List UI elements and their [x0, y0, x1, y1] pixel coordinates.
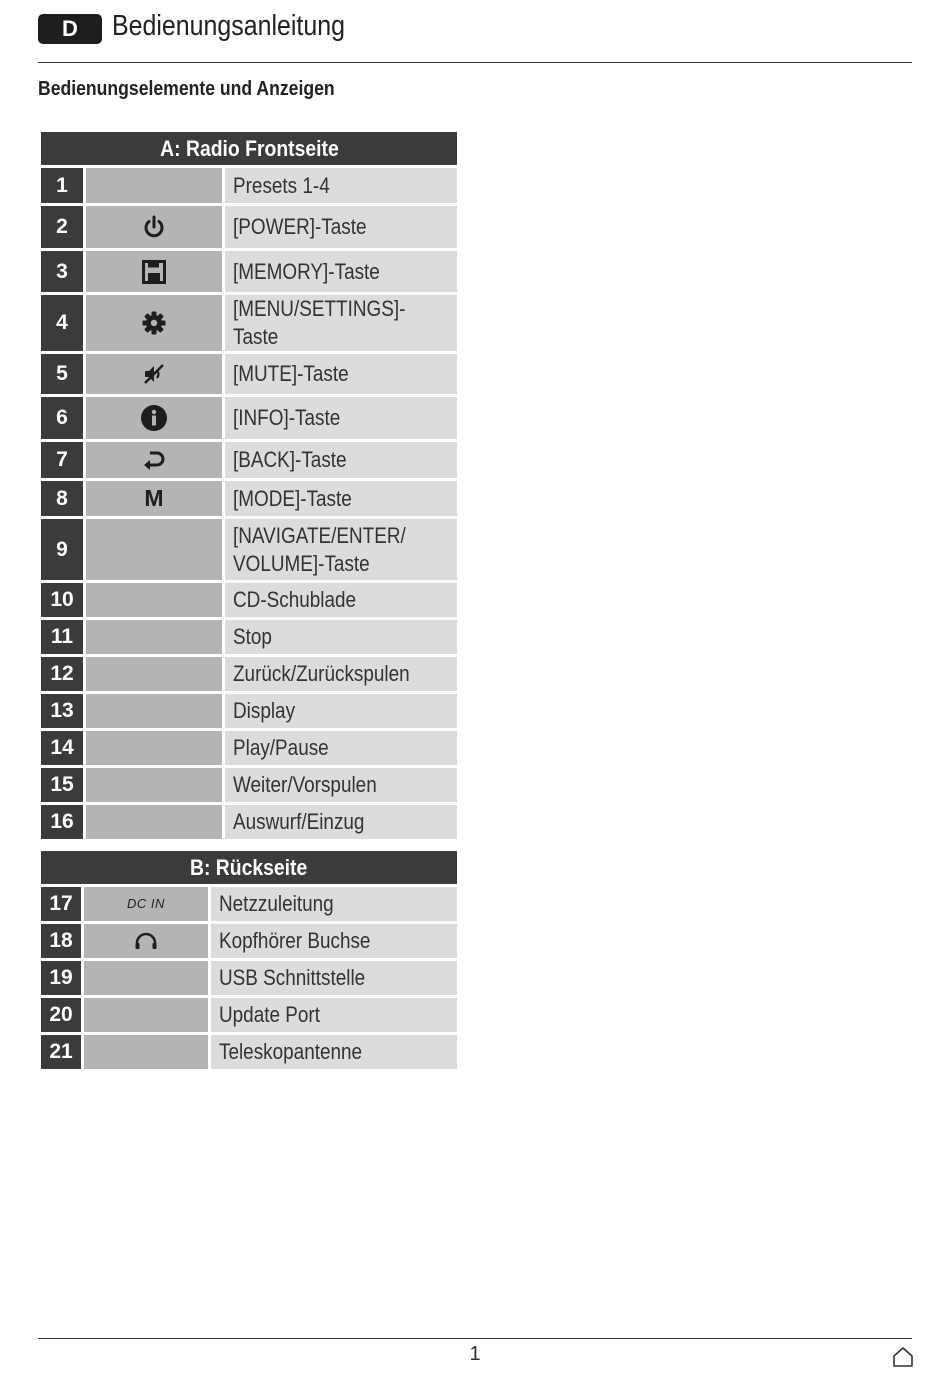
row-number: 17: [41, 887, 81, 921]
icon-cell: [84, 961, 208, 995]
row-label: USB Schnittstelle: [211, 961, 457, 995]
table-row: [41, 694, 457, 728]
row-label: Update Port: [211, 998, 457, 1032]
icon-cell: [86, 354, 222, 394]
save-icon: [141, 259, 167, 285]
table-row: [41, 168, 457, 203]
table-row: [41, 583, 457, 617]
table-title-back: B: Rückseite: [41, 851, 457, 884]
table-row: [41, 481, 457, 516]
row-number: 21: [41, 1035, 81, 1069]
row-label: Play/Pause: [225, 731, 457, 765]
row-label: [MENU/SETTINGS]-Taste: [225, 295, 457, 351]
icon-cell: [86, 481, 222, 516]
table-row: [41, 206, 457, 248]
row-label: Kopfhörer Buchse: [211, 924, 457, 958]
table-row: [41, 251, 457, 292]
row-number: 15: [41, 768, 83, 802]
icon-cell: [86, 168, 222, 203]
dc-in-label: DC IN: [127, 896, 165, 911]
row-label: Display: [225, 694, 457, 728]
table-title-front: A: Radio Frontseite: [41, 132, 457, 165]
row-number: 13: [41, 694, 83, 728]
row-number: 16: [41, 805, 83, 839]
back-controls-table: [38, 848, 460, 1072]
row-number: 14: [41, 731, 83, 765]
header-divider: [38, 62, 912, 63]
row-number: 12: [41, 657, 83, 691]
row-label: Zurück/Zurückspulen: [225, 657, 457, 691]
row-number: 11: [41, 620, 83, 654]
table-row: [41, 887, 457, 921]
icon-cell: [84, 924, 208, 958]
table-row: [41, 961, 457, 995]
icon-cell: [86, 397, 222, 439]
row-number: 5: [41, 354, 83, 394]
row-label: Auswurf/Einzug: [225, 805, 457, 839]
row-number: 4: [41, 295, 83, 351]
row-label: [INFO]-Taste: [225, 397, 457, 439]
row-number: 9: [41, 519, 83, 580]
headphones-icon: [133, 931, 159, 951]
table-row: [41, 519, 457, 580]
table-row: [41, 998, 457, 1032]
icon-cell: [86, 295, 222, 351]
icon-cell: [86, 731, 222, 765]
power-icon: [141, 214, 167, 240]
icon-cell: [86, 442, 222, 478]
row-label: [BACK]-Taste: [225, 442, 457, 478]
icon-cell: [84, 887, 208, 921]
table-row: [41, 295, 457, 351]
row-number: 8: [41, 481, 83, 516]
table-row: [41, 620, 457, 654]
row-number: 3: [41, 251, 83, 292]
section-heading: Bedienungselemente und Anzeigen: [38, 78, 335, 100]
table-row: [41, 768, 457, 802]
row-number: 19: [41, 961, 81, 995]
mode-icon: M: [144, 485, 164, 511]
icon-cell: [86, 805, 222, 839]
row-label: CD-Schublade: [225, 583, 457, 617]
page-number: 1: [469, 1343, 481, 1365]
icon-cell: [86, 620, 222, 654]
table-row: [41, 731, 457, 765]
row-label: [POWER]-Taste: [225, 206, 457, 248]
row-label: Weiter/Vorspulen: [225, 768, 457, 802]
row-number: 18: [41, 924, 81, 958]
icon-cell: [86, 206, 222, 248]
row-number: 20: [41, 998, 81, 1032]
info-icon: [140, 404, 168, 432]
table-row: [41, 805, 457, 839]
back-icon: [141, 449, 167, 471]
row-number: 10: [41, 583, 83, 617]
row-number: 7: [41, 442, 83, 478]
table-row: [41, 397, 457, 439]
front-controls-table: [38, 129, 460, 842]
table-row: [41, 442, 457, 478]
row-label: Netzzuleitung: [211, 887, 457, 921]
row-label: [NAVIGATE/ENTER/ VOLUME]-Taste: [225, 519, 457, 580]
home-icon[interactable]: [891, 1345, 915, 1369]
icon-cell: [86, 768, 222, 802]
document-title: Bedienungsanleitung: [112, 10, 345, 42]
table-row: [41, 1035, 457, 1069]
table-row: [41, 354, 457, 394]
icon-cell: [86, 583, 222, 617]
icon-cell: [84, 1035, 208, 1069]
row-number: 6: [41, 397, 83, 439]
icon-cell: [86, 519, 222, 580]
icon-cell: [84, 998, 208, 1032]
row-label: [MODE]-Taste: [225, 481, 457, 516]
table-row: [41, 657, 457, 691]
row-number: 2: [41, 206, 83, 248]
icon-cell: [86, 657, 222, 691]
table-row: [41, 924, 457, 958]
row-label: Presets 1-4: [225, 168, 457, 203]
row-label: Stop: [225, 620, 457, 654]
gear-icon: [141, 310, 167, 336]
row-label: [MUTE]-Taste: [225, 354, 457, 394]
row-label: Teleskopantenne: [211, 1035, 457, 1069]
row-label: [MEMORY]-Taste: [225, 251, 457, 292]
icon-cell: [86, 694, 222, 728]
row-number: 1: [41, 168, 83, 203]
language-badge: D: [38, 14, 102, 44]
footer-divider: [38, 1338, 912, 1339]
mute-icon: [141, 361, 167, 387]
icon-cell: [86, 251, 222, 292]
